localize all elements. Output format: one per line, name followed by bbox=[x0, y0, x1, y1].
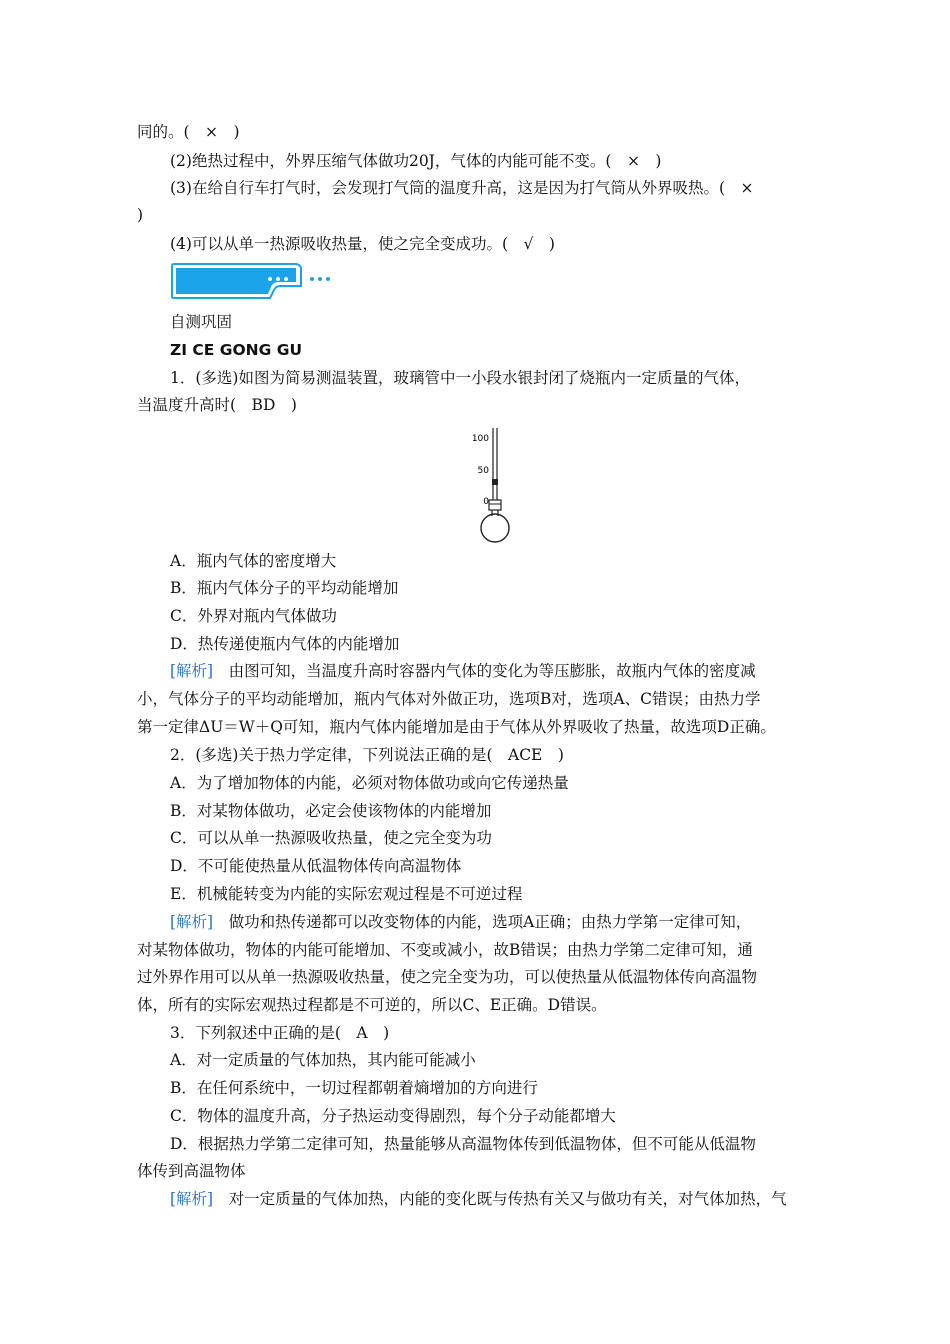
text-line: (2)绝热过程中，外界压缩气体做功20J，气体的内能可能不变。( × ) bbox=[170, 152, 662, 170]
tick-label: 50 bbox=[477, 466, 489, 476]
analysis-paragraph: [解析] 由图可知，当温度升高时容器内气体的变化为等压膨胀，故瓶内气体的密度减 bbox=[170, 662, 756, 680]
option-b: B．瓶内气体分子的平均动能增加 bbox=[170, 579, 399, 597]
option-c: C．物体的温度升高，分子热运动变得剧烈，每个分子动能都增大 bbox=[170, 1107, 616, 1125]
flask-thermometer-icon bbox=[465, 424, 525, 546]
text-line: ) bbox=[137, 206, 144, 224]
text-line: (3)在给自行车打气时，会发现打气筒的温度升高，这是因为打气筒从外界吸热。( × bbox=[170, 179, 754, 197]
text-line: 小，气体分子的平均动能增加，瓶内气体对外做正功，选项B对，选项A、C错误；由热力学 bbox=[137, 690, 761, 708]
text-line: 过外界作用可以从单一热源吸收热量，使之完全变为功，可以使热量从低温物体传向高温物 bbox=[137, 968, 758, 986]
section-subtitle: ZI CE GONG GU bbox=[170, 341, 303, 359]
question-3: 3．下列叙述中正确的是( A ) bbox=[170, 1024, 390, 1042]
option-a: A．对一定质量的气体加热，其内能可能减小 bbox=[170, 1051, 476, 1069]
text-line: 体，所有的实际宏观热过程都是不可逆的，所以C、E正确。D错误。 bbox=[137, 996, 607, 1014]
text-line: 同的。( × ) bbox=[137, 123, 240, 141]
text-line: 对某物体做功，物体的内能可能增加、不变或减小，故B错误；由热力学第二定律可知，通 bbox=[137, 941, 753, 959]
option-a: A．为了增加物体的内能，必须对物体做功或向它传递热量 bbox=[170, 774, 569, 792]
text-line: 体传到高温物体 bbox=[137, 1162, 246, 1180]
section-banner-icon bbox=[170, 262, 340, 302]
text-line: 第一定律ΔU＝W＋Q可知，瓶内气体内能增加是由于气体从外界吸收了热量，故选项D正确。 bbox=[137, 718, 776, 736]
option-b: B．在任何系统中，一切过程都朝着熵增加的方向进行 bbox=[170, 1079, 538, 1097]
option-b: B．对某物体做功，必定会使该物体的内能增加 bbox=[170, 802, 492, 820]
option-a: A．瓶内气体的密度增大 bbox=[170, 552, 337, 570]
tick-label: 0 bbox=[483, 497, 489, 507]
question-2: 2．(多选)关于热力学定律，下列说法正确的是( ACE ) bbox=[170, 746, 564, 764]
option-d: D．热传递使瓶内气体的内能增加 bbox=[170, 635, 400, 653]
question-1: 1．(多选)如图为简易测温装置，玻璃管中一小段水银封闭了烧瓶内一定质量的气体， bbox=[170, 369, 750, 387]
tick-label: 100 bbox=[471, 434, 489, 444]
analysis-paragraph: [解析] 做功和热传递都可以改变物体的内能，选项A正确；由热力学第一定律可知， bbox=[170, 913, 752, 931]
option-c: C．外界对瓶内气体做功 bbox=[170, 607, 337, 625]
text-line: (4)可以从单一热源吸收热量，使之完全变成功。( √ ) bbox=[170, 235, 555, 253]
section-title: 自测巩固 bbox=[170, 313, 233, 331]
text-line: 当温度升高时( BD ) bbox=[137, 396, 297, 414]
option-d: D．根据热力学第二定律可知，热量能够从高温物体传到低温物体，但不可能从低温物 bbox=[170, 1135, 756, 1153]
option-d: D．不可能使热量从低温物体传向高温物体 bbox=[170, 857, 462, 875]
analysis-paragraph: [解析] 对一定质量的气体加热，内能的变化既与传热有关又与做功有关，对气体加热，气 bbox=[170, 1190, 787, 1208]
analysis-tag: [解析] bbox=[170, 1190, 214, 1208]
option-e: E．机械能转变为内能的实际宏观过程是不可逆过程 bbox=[170, 885, 523, 903]
option-c: C．可以从单一热源吸收热量，使之完全变为功 bbox=[170, 829, 492, 847]
analysis-tag: [解析] bbox=[170, 662, 214, 680]
analysis-tag: [解析] bbox=[170, 913, 214, 931]
